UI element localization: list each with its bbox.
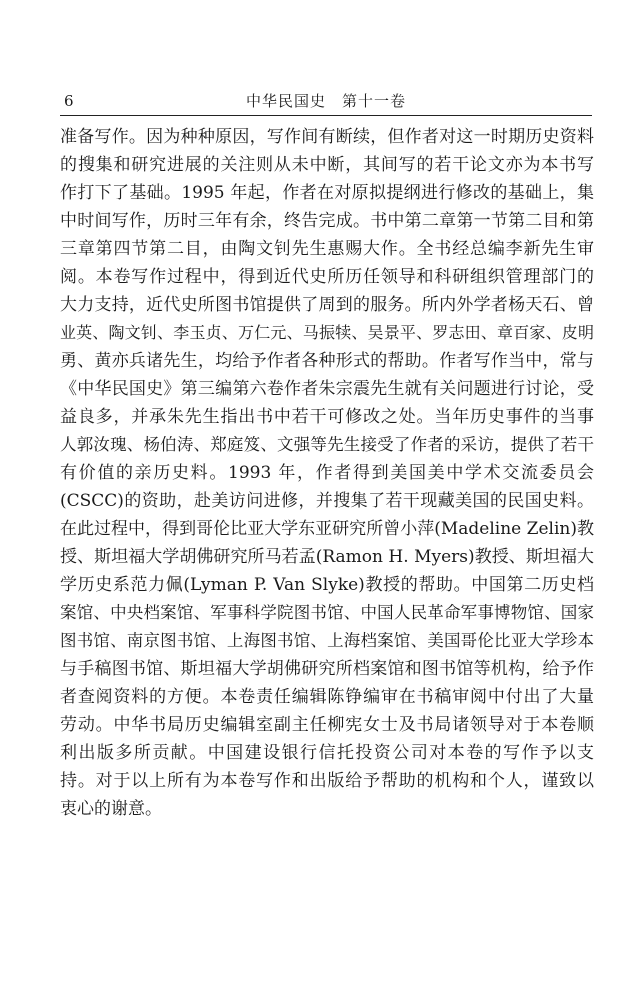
text-line: 学历史系范力佩(Lyman P. Van Slyke)教授的帮助。中国第二历史档: [60, 575, 594, 595]
text-line: (CSCC)的资助，赴美访问进修，并搜集了若干现藏美国的民国史料。: [60, 491, 594, 511]
body-text: [60, 123, 594, 823]
text-line: 图书馆、南京图书馆、上海图书馆、上海档案馆、美国哥伦比亚大学珍本: [60, 631, 594, 650]
header-rule: [60, 115, 592, 116]
text-line: 衷心的谢意。: [60, 799, 162, 819]
text-line: 阅。本卷写作过程中，得到近代史所历任领导和科研组织管理部门的: [60, 267, 594, 287]
text-line: 准备写作。因为种种原因，写作间有断续，但作者对这一时期历史资料: [60, 127, 594, 147]
running-title: 中华民国史 第十一卷: [245, 92, 406, 110]
text-line: 中时间写作，历时三年有余，终告完成。书中第二章第一节第二目和第: [60, 211, 594, 231]
text-line: 业英、陶文钊、李玉贞、万仁元、马振犊、吴景平、罗志田、章百家、皮明: [60, 323, 594, 342]
text-line: 授、斯坦福大学胡佛研究所马若孟(Ramon H. Myers)教授、斯坦福大: [60, 547, 594, 567]
text-line: 者查阅资料的方便。本卷责任编辑陈铮编审在书稿审阅中付出了大量: [60, 687, 594, 707]
text-line: 利出版多所贡献。中国建设银行信托投资公司对本卷的写作予以支: [60, 743, 594, 763]
text-line: 大力支持，近代史所图书馆提供了周到的服务。所内外学者杨天石、曾: [60, 295, 594, 315]
page-number: 6: [64, 92, 74, 110]
text-line: 作打下了基础。1995 年起，作者在对原拟提纲进行修改的基础上，集: [60, 183, 594, 203]
text-line: 有价值的亲历史料。1993 年，作者得到美国美中学术交流委员会: [60, 463, 594, 483]
text-line: 人郭汝瑰、杨伯涛、郑庭笈、文强等先生接受了作者的采访，提供了若干: [60, 435, 594, 454]
text-line: 益良多，并承朱先生指出书中若干可修改之处。当年历史事件的当事: [60, 407, 594, 427]
text-line: 《中华民国史》第三编第六卷作者朱宗震先生就有关问题进行讨论，受: [60, 379, 594, 399]
text-line: 在此过程中，得到哥伦比亚大学东亚研究所曾小萍(Madeline Zelin)教: [60, 519, 594, 539]
text-line: 持。对于以上所有为本卷写作和出版给予帮助的机构和个人，谨致以: [60, 771, 594, 791]
text-line: 勇、黄亦兵诸先生，均给予作者各种形式的帮助。作者写作当中，常与: [60, 351, 594, 371]
page-header: [60, 91, 592, 113]
text-line: 的搜集和研究进展的关注则从未中断，其间写的若干论文亦为本书写: [60, 155, 594, 175]
text-line: 劳动。中华书局历史编辑室副主任柳宪女士及书局诸领导对于本卷顺: [60, 715, 594, 735]
text-line: 与手稿图书馆、斯坦福大学胡佛研究所档案馆和图书馆等机构，给予作: [60, 659, 594, 679]
text-line: 案馆、中央档案馆、军事科学院图书馆、中国人民革命军事博物馆、国家: [60, 603, 594, 622]
text-line: 三章第四节第二目，由陶文钊先生惠赐大作。全书经总编李新先生审: [60, 239, 594, 259]
